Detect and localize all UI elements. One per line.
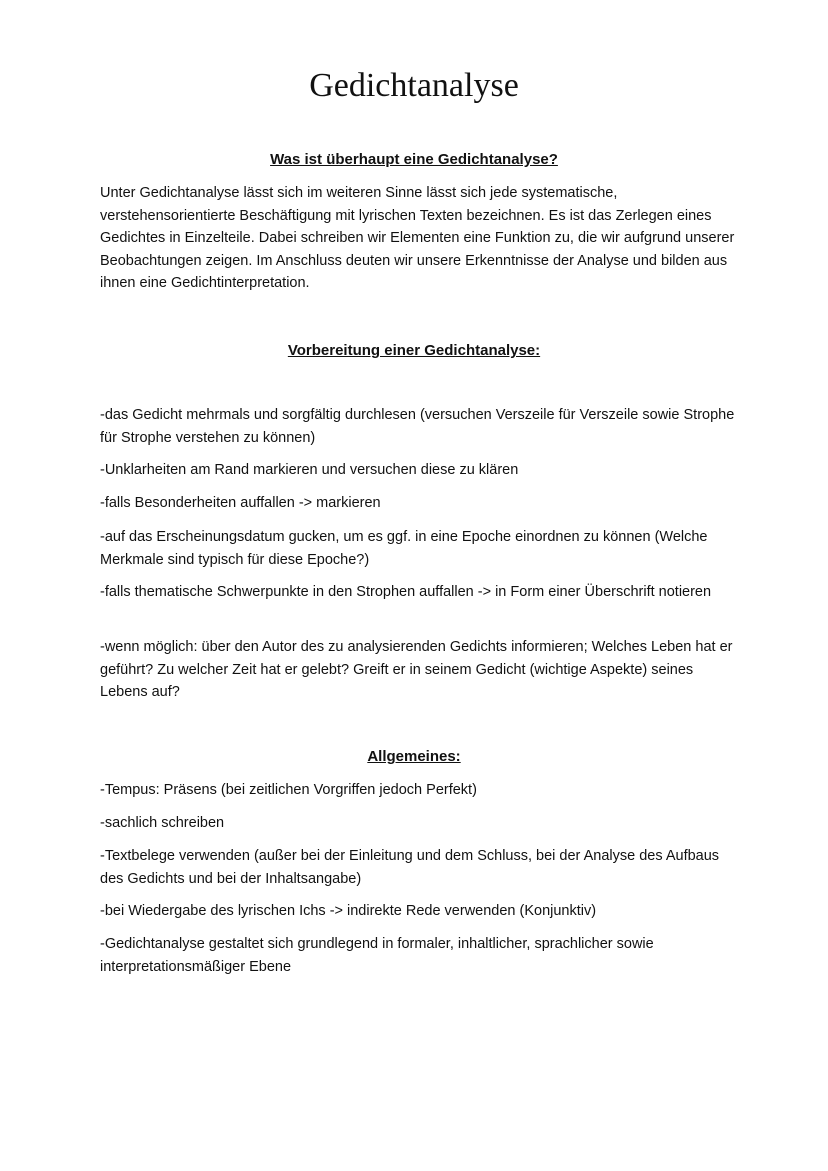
general-item: -Tempus: Präsens (bei zeitlichen Vorgriffen jedoch Perfekt) <box>100 782 477 798</box>
preparation-item: -wenn möglich: über den Autor des zu analysierenden Gedichts informieren; Welches Leben hat er geführt? Zu welcher Zeit hat er gelebt? Greift er in seinem Gedicht (wichtige Aspekte) seines Lebens auf? <box>100 639 733 700</box>
section-heading-general: Allgemeines: <box>367 748 461 765</box>
preparation-item: -falls Besonderheiten auffallen -> markieren <box>100 495 381 511</box>
general-item: -Textbelege verwenden (außer bei der Einleitung und dem Schluss, bei der Analyse des Aufbaus des Gedichts und bei der Inhaltsangabe) <box>100 848 720 887</box>
general-item: -bei Wiedergabe des lyrischen Ichs -> indirekte Rede verwenden (Konjunktiv) <box>100 903 597 919</box>
section-heading-what-is: Was ist überhaupt eine Gedichtanalyse? <box>270 151 558 168</box>
general-item: -sachlich schreiben <box>100 815 225 831</box>
general-item: -Gedichtanalyse gestaltet sich grundlegend in formaler, inhaltlicher, sprachlicher sowie interpretationsmäßiger Ebene <box>100 936 654 975</box>
preparation-item: -falls thematische Schwerpunkte in den Strophen auffallen -> in Form einer Überschrift notieren <box>100 584 712 600</box>
preparation-item: -Unklarheiten am Rand markieren und versuchen diese zu klären <box>100 462 519 478</box>
preparation-item: -das Gedicht mehrmals und sorgfältig durchlesen (versuchen Verszeile für Verszeile sowie Strophe für Strophe verstehen zu können) <box>100 407 735 446</box>
section-heading-preparation: Vorbereitung einer Gedichtanalyse: <box>287 342 541 359</box>
document-title: Gedichtanalyse <box>309 67 519 104</box>
section-intro-paragraph: Unter Gedichtanalyse lässt sich im weiteren Sinne lässt sich jede systematische, verstehensorientierte Beschäftigung mit lyrischen Texten bezeichnen. Es ist das Zerlegen eines Gedichtes in Einzelteile. Dabei schreiben wir Elementen eine Funktion zu, die wir aufgrund unserer Beobachtungen zeigen. Im Anschluss deuten wir unsere Erkenntnisse der Analyse und bilden aus ihnen eine Gedichtinterpretation. <box>100 185 735 291</box>
preparation-item: -auf das Erscheinungsdatum gucken, um es ggf. in eine Epoche einordnen zu können (Welche Merkmale sind typisch für diese Epoche?) <box>100 529 708 568</box>
